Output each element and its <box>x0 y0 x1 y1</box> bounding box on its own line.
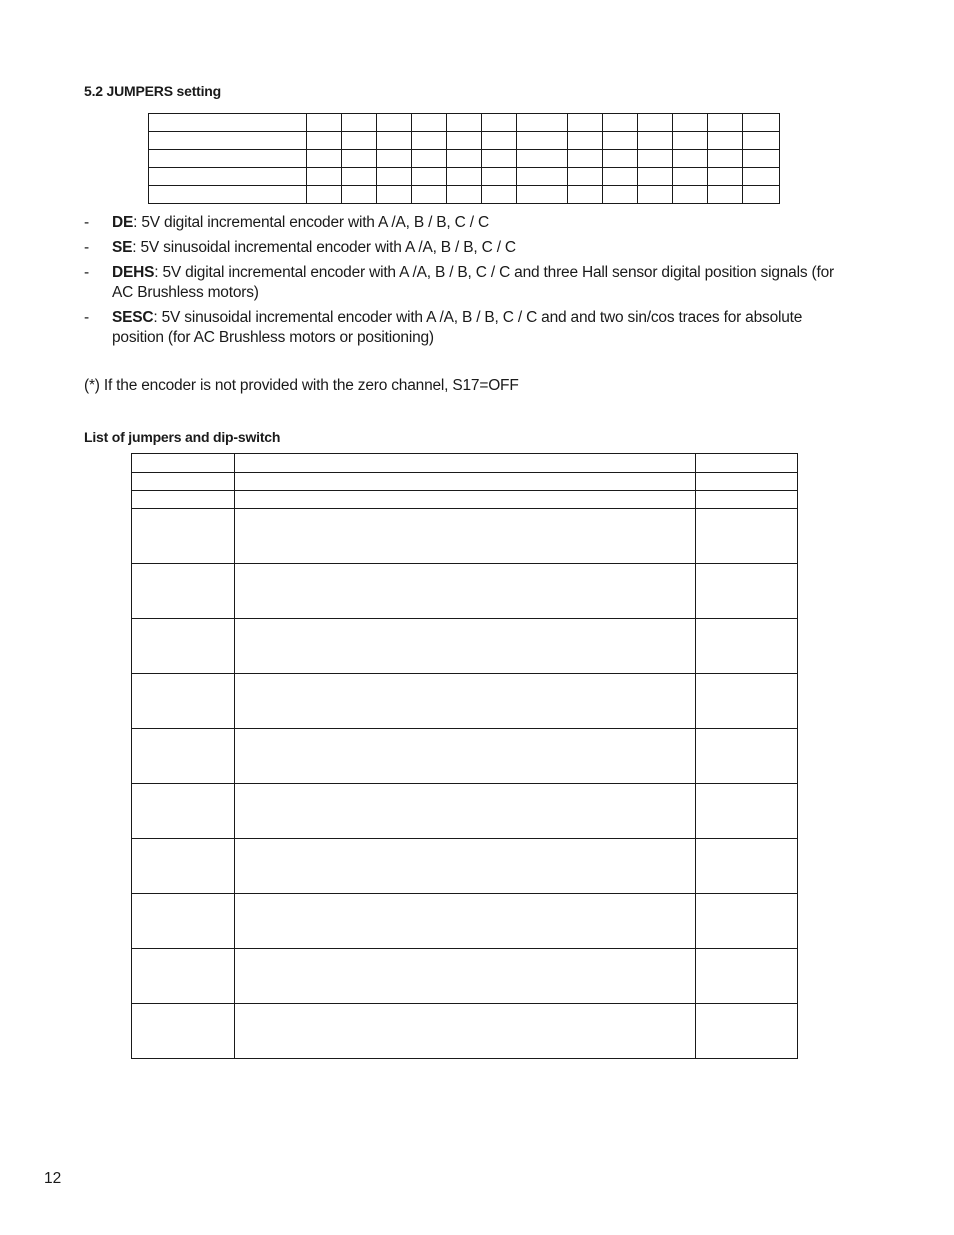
table-cell <box>517 132 568 150</box>
table-cell <box>447 114 482 132</box>
table-cell <box>517 186 568 204</box>
table-cell <box>708 150 743 168</box>
table-cell <box>696 784 798 839</box>
table-cell <box>568 186 603 204</box>
table-cell <box>696 674 798 729</box>
table-cell <box>342 114 377 132</box>
zero-channel-note: (*) If the encoder is not provided with the zero channel, S17=OFF <box>84 377 519 394</box>
section-title: 5.2 JUMPERS setting <box>84 83 222 99</box>
table-cell <box>307 186 342 204</box>
table-cell <box>132 1004 235 1059</box>
page-number: 12 <box>44 1170 62 1187</box>
table-row <box>132 509 798 564</box>
table-cell <box>132 564 235 619</box>
table-cell <box>342 132 377 150</box>
table-cell <box>149 168 307 186</box>
table-cell <box>696 491 798 509</box>
table-cell <box>517 168 568 186</box>
jumpers-dip-switch-table <box>131 453 798 1059</box>
table-cell <box>696 839 798 894</box>
table-row <box>132 894 798 949</box>
table-cell <box>412 132 447 150</box>
encoder-description: : 5V digital incremental encoder with A /A, B / B, C / C and three Hall sensor digital position signals (for AC Brushless motors) <box>112 264 834 301</box>
table-cell <box>673 168 708 186</box>
table-cell <box>673 186 708 204</box>
table-cell <box>235 949 696 1004</box>
table-row <box>132 473 798 491</box>
table-cell <box>568 114 603 132</box>
table-cell <box>568 168 603 186</box>
table-cell <box>342 186 377 204</box>
table-cell <box>132 784 235 839</box>
table-cell <box>132 729 235 784</box>
table-cell <box>638 132 673 150</box>
table-cell <box>342 150 377 168</box>
table-row <box>132 949 798 1004</box>
table-cell <box>377 186 412 204</box>
table-cell <box>377 132 412 150</box>
table-cell <box>307 132 342 150</box>
table-cell <box>235 839 696 894</box>
encoder-description: : 5V sinusoidal incremental encoder with A /A, B / B, C / C and and two sin/cos traces for absolute position (for AC Brushless motors or positioning) <box>112 309 803 346</box>
table-cell <box>235 454 696 473</box>
table-cell <box>235 619 696 674</box>
table-cell <box>377 168 412 186</box>
jumper-settings-table <box>148 113 780 204</box>
table-cell <box>743 168 780 186</box>
table-cell <box>568 132 603 150</box>
table-row <box>149 186 780 204</box>
table-cell <box>696 729 798 784</box>
table-cell <box>132 894 235 949</box>
table-cell <box>235 491 696 509</box>
table-row <box>132 674 798 729</box>
table-cell <box>673 132 708 150</box>
table-cell <box>235 784 696 839</box>
table-cell <box>482 114 517 132</box>
table-cell <box>696 473 798 491</box>
table-cell <box>447 168 482 186</box>
table-cell <box>517 114 568 132</box>
table-cell <box>696 894 798 949</box>
table-cell <box>482 150 517 168</box>
table-row <box>149 114 780 132</box>
table-cell <box>377 114 412 132</box>
table-cell <box>377 150 412 168</box>
encoder-term: SESC <box>112 309 154 326</box>
table-cell <box>149 132 307 150</box>
table-cell <box>235 894 696 949</box>
list-title: List of jumpers and dip-switch <box>84 429 281 445</box>
table-row <box>132 619 798 674</box>
encoder-type-list <box>84 213 854 353</box>
table-cell <box>638 186 673 204</box>
table-cell <box>447 132 482 150</box>
table-row <box>149 168 780 186</box>
table-cell <box>235 1004 696 1059</box>
table-cell <box>149 186 307 204</box>
table-cell <box>132 949 235 1004</box>
list-item: - SESC: 5V sinusoidal incremental encoder with A /A, B / B, C / C and and two sin/cos traces for absolute position (for AC Brushless motors or positioning) <box>84 309 803 346</box>
table-cell <box>696 949 798 1004</box>
table-cell <box>708 132 743 150</box>
list-item: - SE: 5V sinusoidal incremental encoder with A /A, B / B, C / C <box>84 239 516 256</box>
table-cell <box>307 168 342 186</box>
table-cell <box>743 132 780 150</box>
table-cell <box>696 619 798 674</box>
table-cell <box>696 1004 798 1059</box>
list-item: - DEHS: 5V digital incremental encoder with A /A, B / B, C / C and three Hall sensor digital position signals (for AC Brushless motors) <box>84 264 834 301</box>
table-cell <box>132 454 235 473</box>
table-cell <box>482 186 517 204</box>
table-cell <box>235 509 696 564</box>
list-item: - DE: 5V digital incremental encoder with A /A, B / B, C / C <box>84 214 489 231</box>
table-cell <box>447 186 482 204</box>
table-row <box>132 1004 798 1059</box>
table-cell <box>132 674 235 729</box>
table-cell <box>412 186 447 204</box>
table-cell <box>132 473 235 491</box>
table-cell <box>638 168 673 186</box>
table-row <box>132 839 798 894</box>
table-cell <box>132 839 235 894</box>
table-cell <box>603 168 638 186</box>
table-cell <box>638 150 673 168</box>
table-cell <box>132 619 235 674</box>
table-cell <box>673 114 708 132</box>
table-cell <box>708 114 743 132</box>
table-cell <box>307 114 342 132</box>
table-cell <box>696 454 798 473</box>
table-cell <box>696 509 798 564</box>
table-cell <box>235 473 696 491</box>
table-cell <box>743 114 780 132</box>
table-cell <box>447 150 482 168</box>
table-cell <box>412 150 447 168</box>
table-cell <box>235 674 696 729</box>
table-cell <box>149 150 307 168</box>
table-row <box>132 784 798 839</box>
table-cell <box>132 491 235 509</box>
table-cell <box>412 168 447 186</box>
table-cell <box>673 150 708 168</box>
table-cell <box>708 186 743 204</box>
table-cell <box>412 114 447 132</box>
table-cell <box>149 114 307 132</box>
table-row <box>132 454 798 473</box>
table-cell <box>603 132 638 150</box>
table-cell <box>307 150 342 168</box>
table-cell <box>696 564 798 619</box>
encoder-term: DE <box>112 214 134 231</box>
table-row <box>149 132 780 150</box>
table-cell <box>235 729 696 784</box>
table-cell <box>708 168 743 186</box>
table-cell <box>603 114 638 132</box>
table-cell <box>235 564 696 619</box>
table-cell <box>603 186 638 204</box>
table-cell <box>743 150 780 168</box>
table-row <box>149 150 780 168</box>
table-cell <box>517 150 568 168</box>
table-cell <box>342 168 377 186</box>
encoder-description: : 5V sinusoidal incremental encoder with A /A, B / B, C / C <box>132 239 516 256</box>
table-row <box>132 564 798 619</box>
table-cell <box>638 114 673 132</box>
encoder-term: SE <box>112 239 133 256</box>
table-cell <box>743 186 780 204</box>
encoder-term: DEHS <box>112 264 155 281</box>
table-row <box>132 491 798 509</box>
table-cell <box>132 509 235 564</box>
encoder-description: : 5V digital incremental encoder with A /A, B / B, C / C <box>133 214 489 231</box>
table-cell <box>568 150 603 168</box>
table-row <box>132 729 798 784</box>
table-cell <box>482 132 517 150</box>
table-cell <box>482 168 517 186</box>
table-cell <box>603 150 638 168</box>
